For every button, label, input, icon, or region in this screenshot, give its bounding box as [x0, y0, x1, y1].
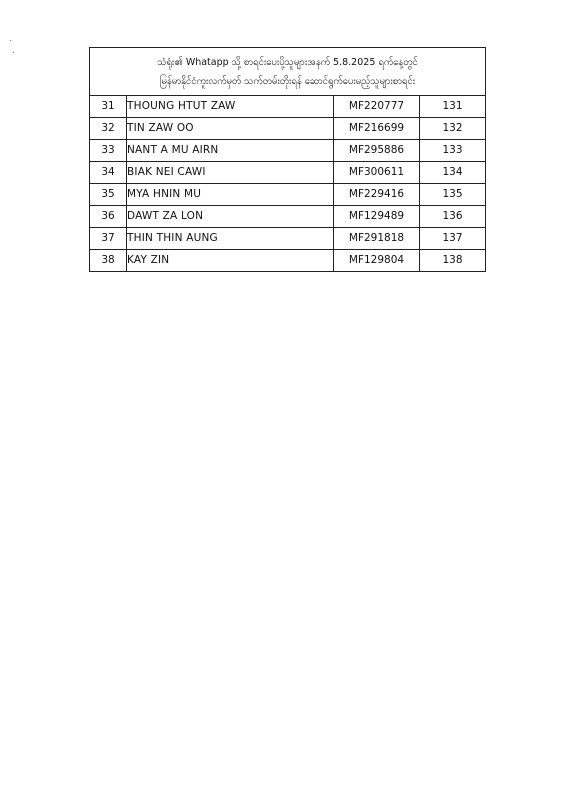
table-heading-row	[90, 48, 486, 96]
passport-number: MF229416	[334, 184, 420, 206]
passport-number: MF295886	[334, 140, 420, 162]
row-number: 32	[90, 118, 127, 140]
applicant-name: BIAK NEI CAWI	[127, 162, 334, 184]
table-row	[90, 206, 486, 228]
scan-speck	[13, 52, 14, 53]
applicant-name: TIN ZAW OO	[127, 118, 334, 140]
sequence-number: 131	[420, 96, 486, 118]
table-row	[90, 96, 486, 118]
sequence-number: 138	[420, 250, 486, 272]
table-row	[90, 228, 486, 250]
applicant-name: THOUNG HTUT ZAW	[127, 96, 334, 118]
passport-number: MF129489	[334, 206, 420, 228]
sequence-number: 135	[420, 184, 486, 206]
passport-number: MF291818	[334, 228, 420, 250]
table-row	[90, 162, 486, 184]
applicant-name: MYA HNIN MU	[127, 184, 334, 206]
sequence-number: 132	[420, 118, 486, 140]
passport-number: MF300611	[334, 162, 420, 184]
table-heading	[90, 48, 486, 96]
sequence-number: 134	[420, 162, 486, 184]
row-number: 38	[90, 250, 127, 272]
table-row	[90, 184, 486, 206]
sequence-number: 133	[420, 140, 486, 162]
row-number: 31	[90, 96, 127, 118]
row-number: 35	[90, 184, 127, 206]
passport-renewal-table	[89, 47, 486, 272]
passport-number: MF216699	[334, 118, 420, 140]
sequence-number: 137	[420, 228, 486, 250]
heading-line-2: မြန်မာနိုင်ငံကူးလက်မှတ် သက်တမ်းတိုးရန် ဆောင်ရွက်ပေးမည့်သူများစာရင်း	[159, 75, 416, 87]
row-number: 34	[90, 162, 127, 184]
passport-number: MF220777	[334, 96, 420, 118]
passport-number: MF129804	[334, 250, 420, 272]
applicant-name: DAWT ZA LON	[127, 206, 334, 228]
applicant-name: THIN THIN AUNG	[127, 228, 334, 250]
sequence-number: 136	[420, 206, 486, 228]
row-number: 33	[90, 140, 127, 162]
row-number: 36	[90, 206, 127, 228]
row-number: 37	[90, 228, 127, 250]
table-row	[90, 118, 486, 140]
applicant-name: KAY ZIN	[127, 250, 334, 272]
heading-line-1: သံရုံး၏ Whatapp သို့ စာရင်းပေးပို့သူများအနက် 5.8.2025 ရက်နေ့တွင်	[157, 56, 418, 68]
table-body	[90, 96, 486, 272]
scan-speck	[10, 40, 11, 41]
table-row	[90, 140, 486, 162]
table-row	[90, 250, 486, 272]
applicant-name: NANT A MU AIRN	[127, 140, 334, 162]
